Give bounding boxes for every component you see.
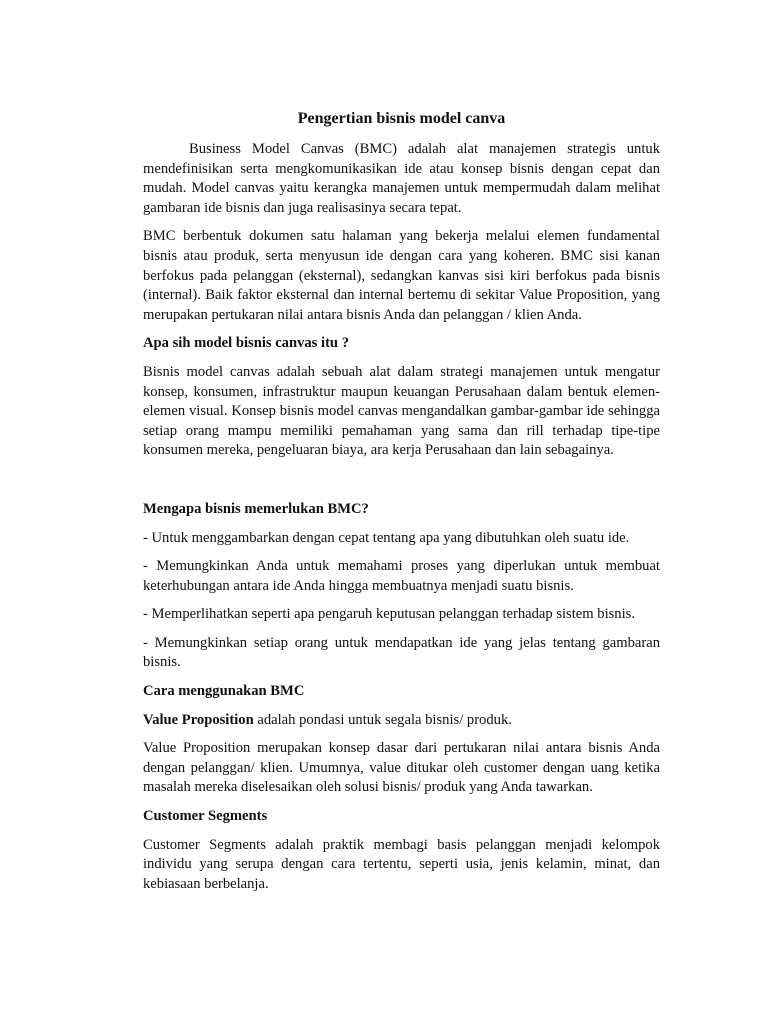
intro-paragraph: Business Model Canvas (BMC) adalah alat manajemen strategis untuk mendefinisikan serta mengkomunikasikan ide atau konsep bisnis dengan cepat dan mudah. Model canvas yaitu kerangka manajemen untuk mempermudah dalam melihat gambaran ide bisnis dan juga realisasinya secara tepat. — [143, 141, 660, 216]
section-heading-mengapa: Mengapa bisnis memerlukan BMC? — [143, 500, 369, 517]
section-heading-apa: Apa sih model bisnis canvas itu ? — [143, 335, 349, 352]
reason-item-2: - Memungkinkan Anda untuk memahami proses yang diperlukan untuk membuat keterhubungan antara ide Anda hingga membuatnya menjadi suatu bisnis. — [143, 558, 660, 594]
value-proposition-label: Value Proposition — [143, 711, 254, 728]
value-proposition-definition: adalah pondasi untuk segala bisnis/ produk. — [253, 711, 512, 728]
section-heading-cara: Cara menggunakan BMC — [143, 683, 305, 700]
customer-segments-paragraph: Customer Segments adalah praktik membagi basis pelanggan menjadi kelompok individu yang serupa dengan cara tertentu, seperti usia, jenis kelamin, minat, dan kebiasaan berbelanja. — [143, 836, 660, 892]
section-heading-customer-segments: Customer Segments — [143, 808, 268, 825]
section-gap — [143, 470, 660, 500]
reason-item-4: - Memungkinkan setiap orang untuk mendapatkan ide yang jelas tentang gambaran bisnis. — [143, 634, 660, 671]
document-page — [143, 108, 660, 903]
bmc-description-paragraph: BMC berbentuk dokumen satu halaman yang bekerja melalui elemen fundamental bisnis atau produk, serta menyusun ide dengan cara yang koheren. BMC sisi kanan berfokus pada pelanggan (eksternal), sedangkan kanvas sisi kiri berfokus pada bisnis (internal). Baik faktor eksternal dan internal bertemu di sekitar Value Proposition, yang merupakan pertukaran nilai antara bisnis Anda dan pelanggan / klien Anda. — [143, 228, 660, 323]
value-proposition-paragraph: Value Proposition merupakan konsep dasar dari pertukaran nilai antara bisnis Anda dengan pelanggan/ klien. Umumnya, value ditukar oleh customer dengan uang ketika masalah mereka diselesaikan oleh solusi bisnis/ produk yang Anda tawarkan. — [143, 740, 660, 796]
reason-item-3: - Memperlihatkan seperti apa pengaruh keputusan pelanggan terhadap sistem bisnis. — [143, 606, 635, 623]
apa-paragraph: Bisnis model canvas adalah sebuah alat dalam strategi manajemen untuk mengatur konsep, konsumen, infrastruktur maupun keuangan Perusahaan dalam bentuk elemen-elemen visual. Konsep bisnis model canvas mengandalkan gambar-gambar ide sehingga setiap orang mampu memiliki pemahaman yang sama dan rill terhadap tipe-tipe konsumen mereka, pengeluaran biaya, ara kerja Perusahaan dan lain sebagainya. — [143, 363, 660, 459]
value-proposition-line — [143, 711, 660, 731]
page-title: Pengertian bisnis model canva — [297, 110, 506, 127]
reason-item-1: - Untuk menggambarkan dengan cepat tentang apa yang dibutuhkan oleh suatu ide. — [143, 529, 630, 546]
